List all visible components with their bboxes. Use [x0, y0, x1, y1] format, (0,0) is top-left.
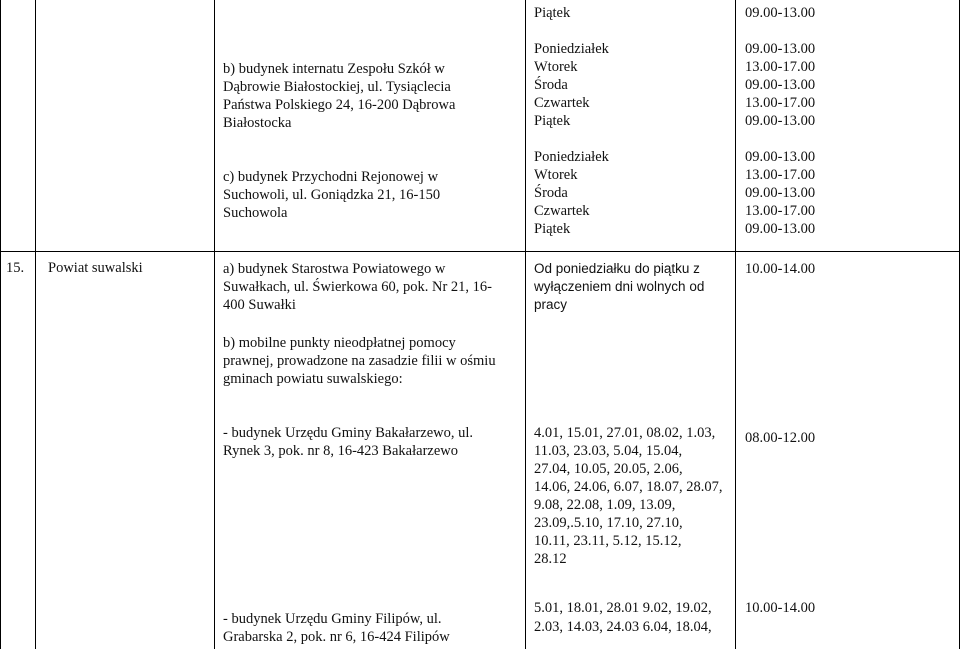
- dates-line: 10.11, 23.11, 5.12, 15.12,: [534, 533, 682, 549]
- hours-value: 13.00-17.00: [745, 59, 816, 75]
- dates-line: 27.04, 10.05, 20.05, 2.06,: [534, 461, 683, 477]
- address-line: a) budynek Starostwa Powiatowego w: [223, 261, 446, 277]
- address-line: b) budynek internatu Zespołu Szkół w: [223, 61, 445, 77]
- days-text-line: pracy: [534, 297, 568, 312]
- address-line: - budynek Urzędu Gminy Bakałarzewo, ul.: [223, 425, 474, 441]
- column-divider-2: [214, 0, 215, 649]
- powiat-name: Powiat suwalski: [48, 260, 143, 276]
- hours-value: 08.00-12.00: [745, 430, 816, 446]
- address-line: Państwa Polskiego 24, 16-200 Dąbrowa: [223, 97, 456, 113]
- column-divider-4: [735, 0, 736, 649]
- day-label: Środa: [534, 185, 568, 201]
- day-label: Wtorek: [534, 59, 578, 75]
- days-text-line: wyłączeniem dni wolnych od: [534, 279, 705, 294]
- day-label: Czwartek: [534, 95, 590, 111]
- day-label: Poniedziałek: [534, 41, 609, 57]
- address-line: b) mobilne punkty nieodpłatnej pomocy: [223, 335, 456, 351]
- address-line: prawnej, prowadzone na zasadzie filii w ośmiu: [223, 353, 496, 369]
- dates-line: 14.06, 24.06, 6.07, 18.07, 28.07,: [534, 479, 723, 495]
- hours-value: 09.00-13.00: [745, 185, 816, 201]
- day-label: Środa: [534, 77, 568, 93]
- dates-line: 4.01, 15.01, 27.01, 08.02, 1.03,: [534, 425, 716, 441]
- hours-value: 13.00-17.00: [745, 203, 816, 219]
- address-line: Białostocka: [223, 115, 292, 131]
- day-label: Wtorek: [534, 167, 578, 183]
- day-label: Poniedziałek: [534, 149, 609, 165]
- hours-value: 09.00-13.00: [745, 5, 816, 21]
- address-line: Suchowoli, ul. Goniądzka 21, 16-150: [223, 187, 441, 203]
- hours-value: 09.00-13.00: [745, 149, 816, 165]
- hours-value: 09.00-13.00: [745, 41, 816, 57]
- hours-value: 09.00-13.00: [745, 221, 816, 237]
- address-line: - budynek Urzędu Gminy Filipów, ul.: [223, 611, 442, 627]
- hours-value: 13.00-17.00: [745, 95, 816, 111]
- dates-line: 5.01, 18.01, 28.01 9.02, 19.02,: [534, 600, 712, 616]
- day-label: Czwartek: [534, 203, 590, 219]
- address-line: gminach powiatu suwalskiego:: [223, 371, 403, 387]
- address-line: Suchowola: [223, 205, 288, 221]
- day-label: Piątek: [534, 221, 571, 237]
- address-line: Grabarska 2, pok. nr 6, 16-424 Filipów: [223, 629, 450, 645]
- address-line: c) budynek Przychodni Rejonowej w: [223, 169, 439, 185]
- day-label: Piątek: [534, 5, 571, 21]
- dates-line: 11.03, 23.03, 5.04, 15.04,: [534, 443, 683, 459]
- address-line: Suwałkach, ul. Świerkowa 60, pok. Nr 21, 16-: [223, 279, 493, 295]
- address-line: Rynek 3, pok. nr 8, 16-423 Bakałarzewo: [223, 443, 458, 459]
- table-border-left: [0, 0, 1, 649]
- row-divider-15: [0, 251, 960, 252]
- hours-value: 09.00-13.00: [745, 113, 816, 129]
- hours-value: 10.00-14.00: [745, 261, 816, 277]
- address-line: Dąbrowie Białostockiej, ul. Tysiąclecia: [223, 79, 451, 95]
- column-divider-1: [35, 0, 36, 649]
- address-line: 400 Suwałki: [223, 297, 296, 313]
- hours-value: 09.00-13.00: [745, 77, 816, 93]
- dates-line: 9.08, 22.08, 1.09, 13.09,: [534, 497, 676, 513]
- column-divider-3: [525, 0, 526, 649]
- hours-value: 13.00-17.00: [745, 167, 816, 183]
- days-text-line: Od poniedziałku do piątku z: [534, 261, 700, 276]
- day-label: Piątek: [534, 113, 571, 129]
- row-number: 15.: [6, 260, 25, 276]
- dates-line: 23.09,.5.10, 17.10, 27.10,: [534, 515, 683, 531]
- hours-value: 10.00-14.00: [745, 600, 816, 616]
- dates-line: 28.12: [534, 551, 567, 567]
- dates-line: 2.03, 14.03, 24.03 6.04, 18.04,: [534, 619, 712, 635]
